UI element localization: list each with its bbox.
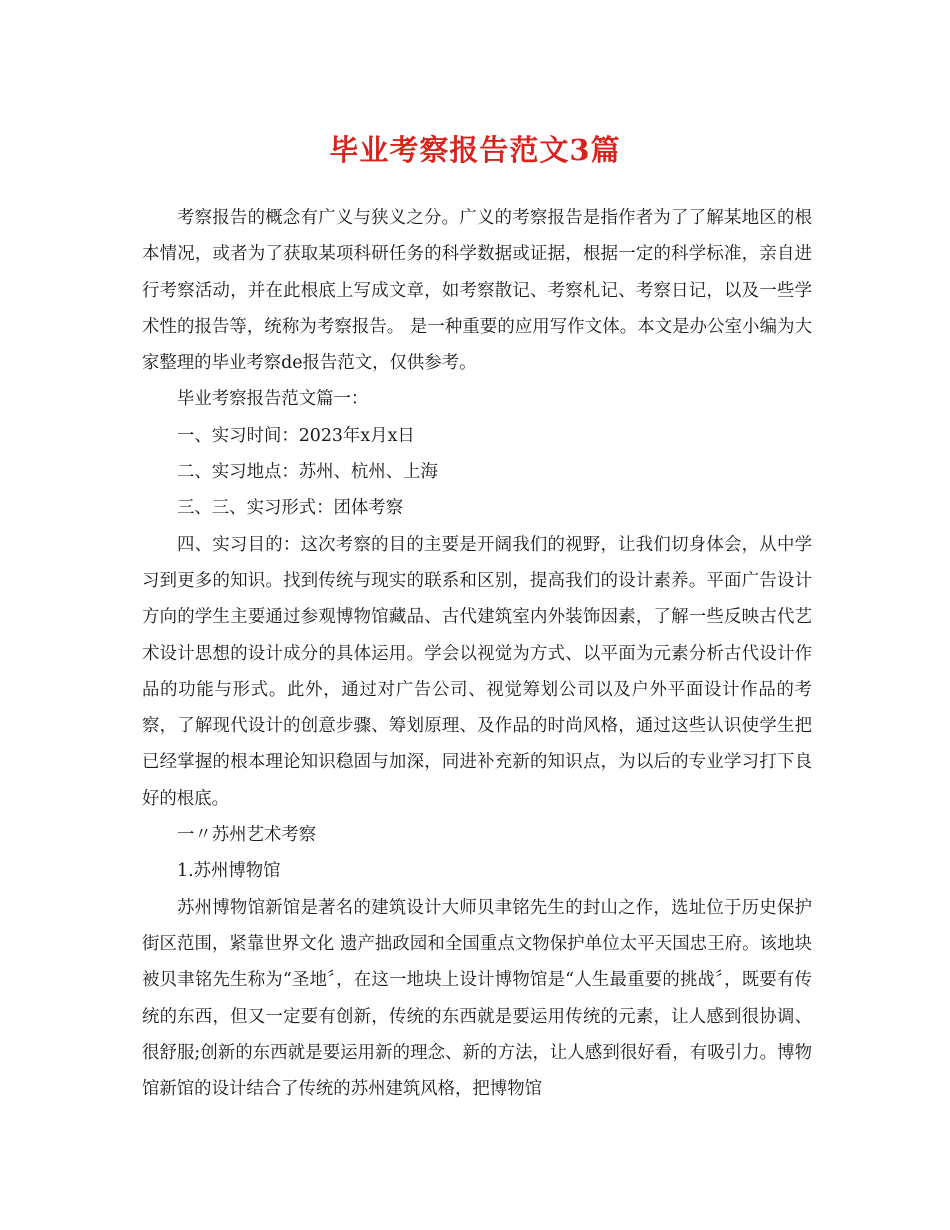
document-title: 毕业考察报告范文3篇 (329, 133, 621, 167)
paragraph-internship-location: 二、实习地点：苏州、杭州、上海 (177, 462, 438, 483)
document-body (142, 200, 812, 1107)
paragraph-intro: 考察报告的概念有广义与狭义之分。广义的考察报告是指作者为了了解某地区的根本情况，或者为了获取某项科研任务的科学数据或证据，根据一定的科学标准，亲自进行考察活动，并在此根底上写成文章，如考察散记、考察札记、考察日记，以及一些学术性的报告等，统称为考察报告。 是一种重要的应用写作文体。本文是办公室小编为大家整理的毕业考察de报告范文，仅供参考。 (142, 208, 812, 374)
paragraph-museum-description: 苏州博物馆新馆是著名的建筑设计大师贝聿铭先生的封山之作，选址位于历史保护街区范围，紧靠世界文化 遗产拙政园和全国重点文物保护单位太平天国忠王府。该地块被贝聿铭先生称为“圣地〞，在这一地块上设计博物馆是“人生最重要的挑战〞，既要有传统的东西，但又一定要有创新，传统的东西就是要运用传统的元素，让人感到很协调、很舒服;创新的东西就是要运用新的理念、新的方法，让人感到很好看，有吸引力。博物馆新馆的设计结合了传统的苏州建筑风格，把博物馆 (142, 897, 812, 1100)
paragraph-subsection-museum: 1.苏州博物馆 (177, 861, 281, 882)
paragraph-internship-form: 三、三、实习形式：团体考察 (177, 498, 404, 519)
paragraph-section-suzhou: 一〃苏州艺术考察 (177, 825, 317, 846)
paragraph-internship-time: 一、实习时间：2023年x月x日 (177, 425, 415, 446)
paragraph-heading-part-one: 毕业考察报告范文篇一： (177, 389, 369, 410)
paragraph-internship-purpose: 四、实习目的：这次考察的目的主要是开阔我们的视野，让我们切身体会，从中学习到更多的知识。找到传统与现实的联系和区别，提高我们的设计素养。平面广告设计方向的学生主要通过参观博物馆藏品、古代建筑室内外装饰因素，了解一些反映古代艺术设计思想的设计成分的具体运用。学会以视觉为方式、以平面为元素分析古代设计作品的功能与形式。此外，通过对广告公司、视觉筹划公司以及户外平面设计作品的考察，了解现代设计的创意步骤、筹划原理、及作品的时尚风格，通过这些认识使学生把已经掌握的根本理论知识稳固与加深，同进补充新的知识点，为以后的专业学习打下良好的根底。 (142, 534, 812, 809)
